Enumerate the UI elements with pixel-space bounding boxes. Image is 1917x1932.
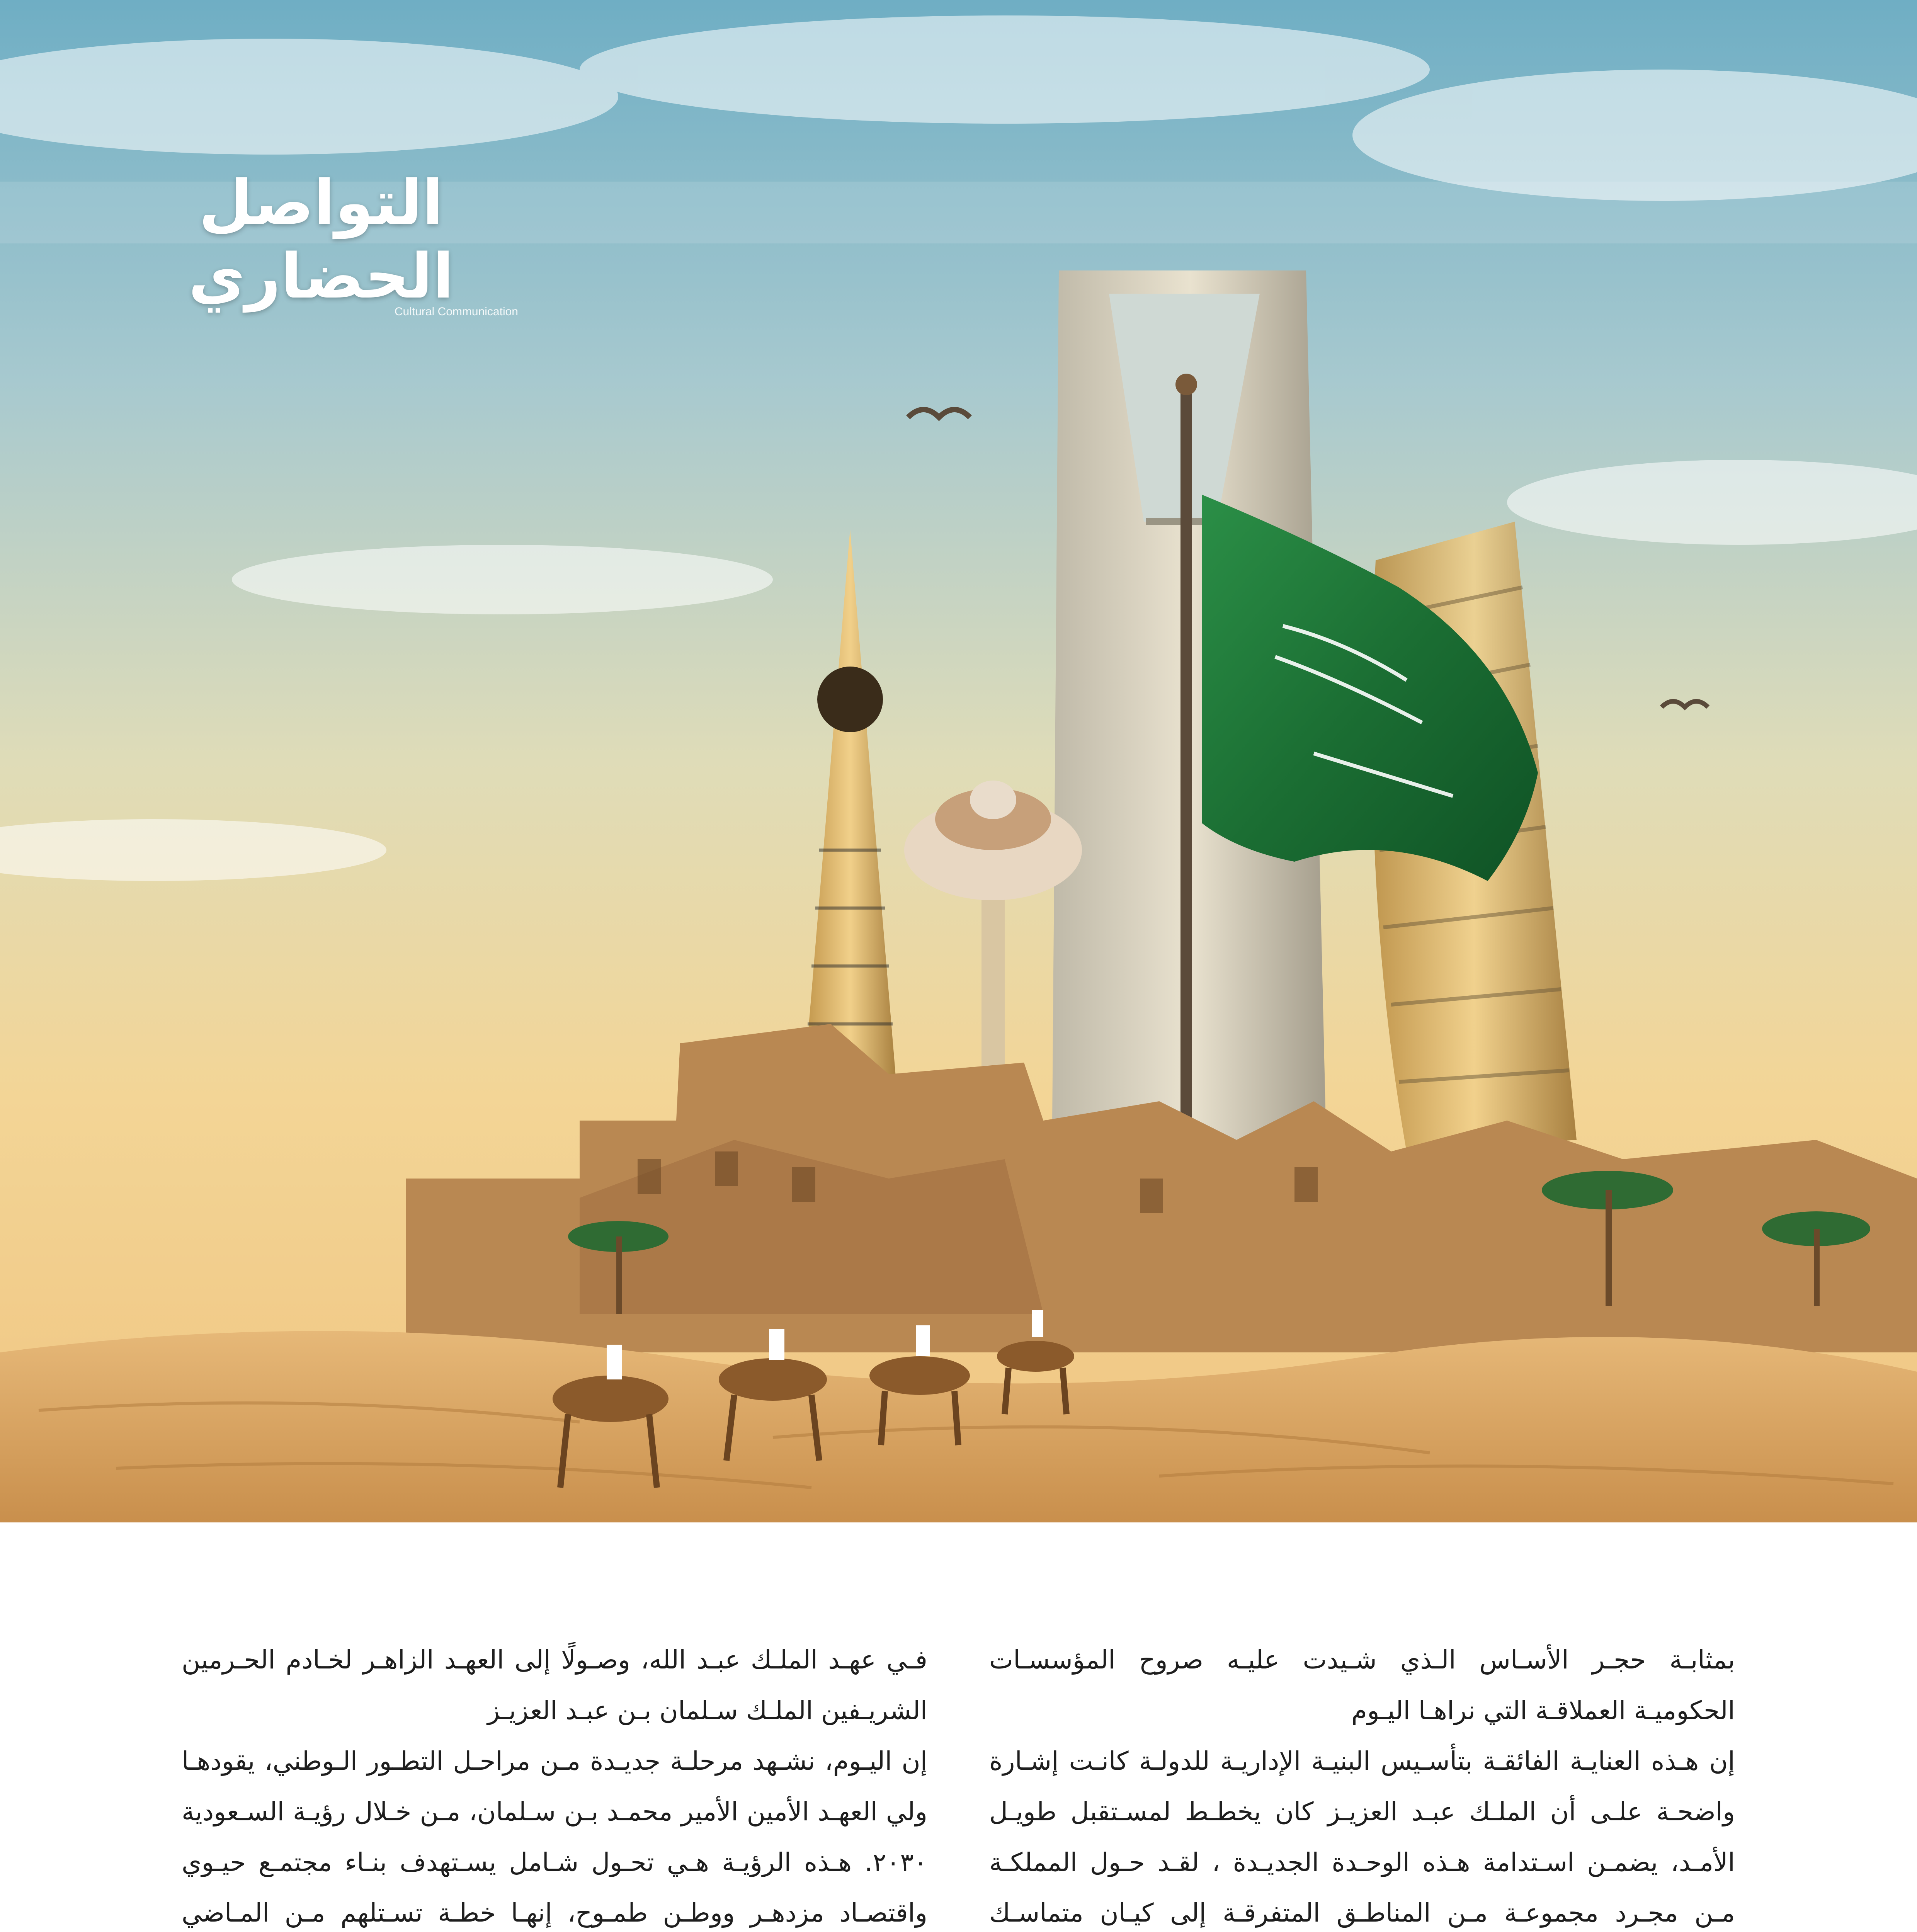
article-column-right — [989, 1634, 1735, 1932]
article-column-left — [182, 1634, 927, 1932]
paragraph: إن هـذه العنايـة الفائقـة بتأسـيس البنيـة الإداريـة للدولـة كانـت إشـارة واضحـة علـى أن الملـك عبـد العزيـز كان يخطـط لمسـتقبل طويـل الأمـد، يضمـن اسـتدامة هـذه الوحـدة الجديـدة ، لقـد حـول المملكـة مـن مجـرد مجموعـة مـن المناطـق المتفرقـة إلى كيـان متماسـك — [989, 1746, 1735, 1928]
paragraph: فـي عهـد الملـك عبـد الله، وصـولًا إلى العهـد الزاهـر لخـادم الحـرمين الشريـفين الملـك سـلمان بـن عبـد العزيـز — [182, 1645, 927, 1725]
paragraph: بمثابـة حجـر الأسـاس الـذي شـيدت عليـه صروح المؤسسـات الحكوميـة العملاقـة التي نراهـا اليـوم — [989, 1645, 1735, 1725]
magazine-title-arabic: التواصل الحضاري — [188, 167, 454, 312]
magazine-logo — [109, 166, 534, 318]
paragraph: إن اليـوم، نشـهد مرحلـة جديـدة مـن مراحـل التطـور الـوطني، يقودهـا ولي العهـد الأمين الأمير محمـد بـن سـلمان، مـن خـلال رؤيـة السـعودية ٢٠٣٠. هـذه الرؤيـة هـي تحـول شـامل يسـتهدف بنـاء مجتمـع حيـوي واقتصـاد مزدهـر ووطـن طمـوح، إنهـا خطـة تسـتلهم مـن المـاضي — [182, 1746, 927, 1928]
magazine-title-english: Cultural Communication — [394, 305, 518, 318]
